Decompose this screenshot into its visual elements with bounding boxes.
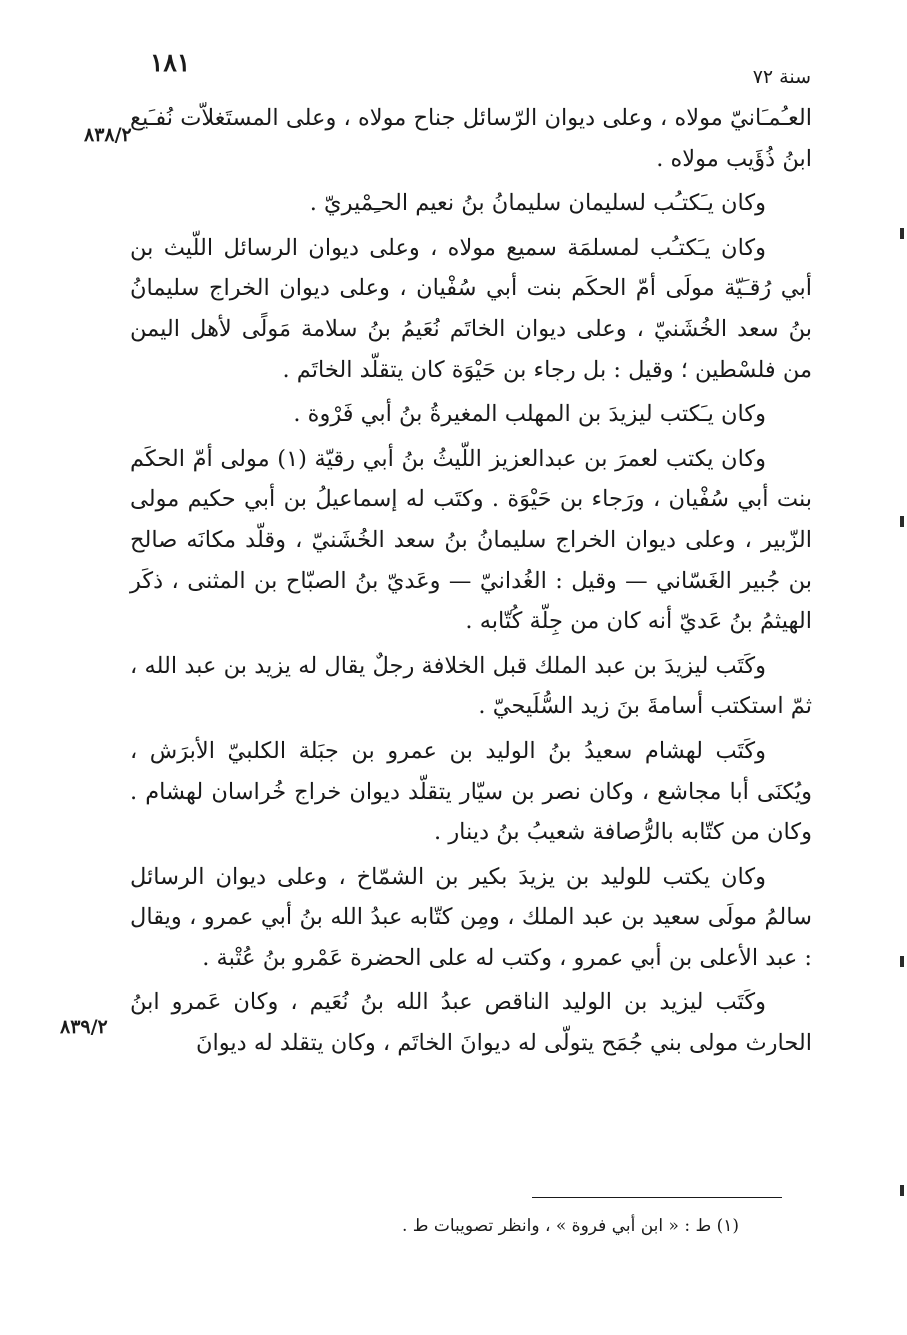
scan-edge-mark — [900, 956, 904, 967]
paragraph: وكَتَب لهشام سعيدُ بنُ الوليد بن عمرو بن جبَلة الكلبيّ الأبرَش ، ويُكنَى أبا مجاشع ، وكان نصر بن سيّار يتقلّد ديوان خراج خُراسان لهشام . وكان من كتّابه بالرُّصافة شعيبُ بنُ دينار . — [130, 737, 812, 846]
main-text — [130, 98, 812, 1064]
paragraph: وكَتَب ليزيدَ بن عبد الملك قبل الخلافة رجلٌ يقال له يزيد بن عبد الله ، ثمّ استكتب أسامةَ بنَ زيد السُّلَيحيّ . — [130, 652, 812, 720]
footnote-divider — [532, 1197, 782, 1198]
footnote: (١) ط : « ابن أبي فروة » ، وانظر تصويبات ط . — [401, 1216, 739, 1236]
running-head: سنة ٧٢ — [752, 66, 811, 88]
scan-edge-mark — [900, 1185, 904, 1196]
scan-edge-mark — [900, 228, 904, 239]
paragraph: وكان يـَكتب ليزيدَ بن المهلب المغيرةُ بنُ أبي فَرْوة . — [293, 401, 766, 428]
margin-reference: ٨٣٩/٢ — [60, 1016, 108, 1038]
paragraph: العـُمـَانيّ مولاه ، وعلى ديوان الرّسائل جناح مولاه ، وعلى المستَغلاّت نُفـَيع ابنُ ذُؤَيب مولاه . — [130, 105, 812, 172]
paragraph: وكَتَب ليزيد بن الوليد الناقص عبدُ الله بنُ نُعَيم ، وكان عَمرو ابنُ الحارث مولى بني جُمَح يتولّى له ديوانَ الخاتَم ، وكان يتقلد له ديوانَ — [130, 989, 812, 1057]
paragraph: وكان يكتب لعمرَ بن عبدالعزيز اللّيثُ بنُ أبي رقيّة (١) مولى أمّ الحكَم بنت أبي سُفْيان ، ورَجاء بن حَيْوَة . وكتَب له إسماعيلُ بن أبي حكيم مولى الزّبير ، وعلى ديوان الخراج سليمانُ بنُ سعد الخُشَنيّ ، وقلّد مكانَه صالح بن جُبير الغَسّاني — وقيل : الغُدانيّ — وعَديّ بنُ الصبّاح بن المثنى ، ذكَر الهيثمُ بنُ عَديّ أنه كان من جِلّة كُتّابه . — [130, 445, 812, 635]
paragraph: وكان يكتب للوليد بن يزيدَ بكير بن الشمّاخ ، وعلى ديوان الرسائل سالمُ مولَى سعيد بن عبد الملك ، ومِن كتّابه عبدُ الله بنُ أبي عمرو ، ويقال : عبد الأعلى بن أبي عمرو ، وكتب له على الحضرة عَمْرو بنُ عُتْبة . — [130, 863, 812, 971]
page-number: ١٨١ — [150, 48, 191, 77]
margin-reference: ٨٣٨/٢ — [84, 124, 132, 146]
scan-edge-mark — [900, 516, 904, 527]
paragraph: وكان يـَكتـُب لمسلمَة سميع مولاه ، وعلى ديوان الرسائل اللّيث بن أبي رُقـَيّة مولَى أمّ الحكَم بنت أبي سُفْيان ، وعلى ديوان الخراج سليمانُ بنُ سعد الخُشَنيّ ، وعلى ديوان الخاتَم نُعَيمُ بنُ سلامة مَولًى لأهل اليمن من فلسْطين ؛ وقيل : بل رجاء بن حَيْوَة كان يتقلّد الخاتَم . — [130, 234, 812, 383]
paragraph: وكان يـَكتـُب لسليمان سليمانُ بنُ نعيم الحـِمْيريّ . — [309, 190, 766, 217]
